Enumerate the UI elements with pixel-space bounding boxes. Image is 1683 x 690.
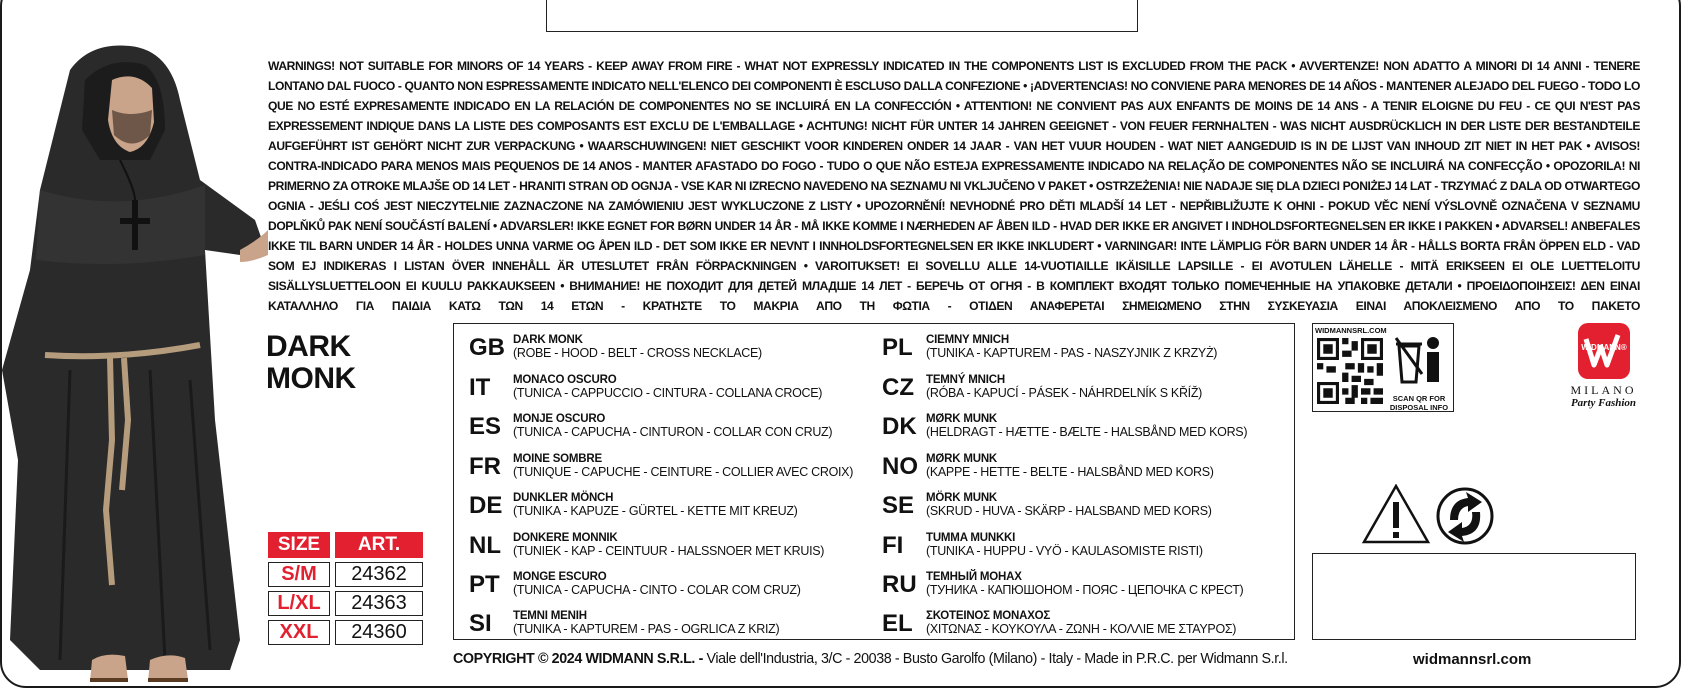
language-product-name: DONKERE MONNIK xyxy=(513,532,618,544)
language-components: (KAPPE - HETTE - BELTE - HALSBÅND MED KORS) xyxy=(926,465,1214,479)
size-value: L/XL xyxy=(268,591,330,616)
language-code: PL xyxy=(882,334,913,361)
language-code: SI xyxy=(469,610,492,637)
copyright-notice: COPYRIGHT © 2024 WIDMANN S.R.L. - xyxy=(453,651,703,667)
language-entry xyxy=(469,571,801,599)
language-list-box xyxy=(453,323,1295,640)
language-product-name: CIEMNY MNICH xyxy=(926,334,1010,346)
size-row xyxy=(268,591,423,616)
language-components: (ТУНИКА - КАПЮШОНОМ - ПОЯС - ЦЕПОЧКА С КРЕСТ) xyxy=(926,583,1244,597)
art-number: 24363 xyxy=(335,591,423,616)
language-code: IT xyxy=(469,374,491,401)
language-code: FR xyxy=(469,453,501,480)
language-product-name: MØRK MUNK xyxy=(926,413,998,425)
language-product-name: MONGE ESCURO xyxy=(513,571,607,583)
language-components: (TUNIQUE - CAPUCHE - CEINTURE - COLLIER AVEC CROIX) xyxy=(513,465,854,479)
language-product-name: TEMNÝ MNICH xyxy=(926,374,1005,386)
language-components: (TUNIEK - KAP - CEINTUUR - HALSSNOER MET KRUIS) xyxy=(513,544,825,558)
language-entry xyxy=(882,413,1247,441)
language-components: (RÓBA - KAPUCÍ - PÁSEK - NÁHRDELNÍK S KŘÍŽ) xyxy=(926,386,1203,400)
product-title xyxy=(266,331,356,395)
safety-warnings-text: WARNINGS! NOT SUITABLE FOR MINORS OF 14 YEARS - KEEP AWAY FROM FIRE - WHAT NOT EXPRESSLY INDICATED IN THE COMPONENTS LIST IS EXCLUDED FROM THE PACK • AVVERTENZE! NON ADATTO A MINORI DI 14 ANNI - TENERE LONTANO DAL FUOCO - QUANTO NON ESPRESSAMENTE INDICATO NELL'ELENCO DEI COMPONENTI È ESCLUSO DALLA CONFEZIONE • ¡ADVERTENCIAS! NO CONVIENE PARA MENORES DE 14 AÑOS - MANTENER ALEJADO DEL FUEGO - TODO LO QUE NO ESTÉ EXPRESAMENTE INDICADO EN LA RELACIÓN DE COMPONENTES NO SE INCLUIRÁ EN LA CONFECCIÓN • ATTENTION! NE CONVIENT PAS AUX ENFANTS DE MOINS DE 14 ANS - A TENIR ELOIGNE DU FEU - CE QUI N'EST PAS EXPRESSEMENT INDIQUE DANS LA LISTE DES COMPOSANTS EST EXCLU DE L'EMBALLAGE • ACHTUNG! NICHT FÜR UNTER 14 JAHREN GEEIGNET - VON FEUER FERNHALTEN - WAS NICHT AUSDRÜCKLICH IN DER LISTE DER BESTANDTEILE AUFGEFÜHRT IST GEHÖRT NICHT ZUR VERPACKUNG • WAARSCHUWINGEN! NIET GESCHIKT VOOR KINDEREN ONDER 14 JAAR - VAN HET VUUR HOUDEN - WAT NIET AANGEDUID IS IN DE LIJST VAN INHOUD ZIT NIET IN HET PAK • AVISOS! CONTRA-INDICADO PARA MENOS MAIS PEQUENOS DE 14 ANOS - MANTER AFASTADO DO FOGO - TUDO O QUE NÃO ESTEJA EXPRESSAMENTE INDICADO NA RELAÇÃO DE COMPONENTES NÃO SE INCLUIRÁ NA CONFECÇÃO • OPOZORILA! NI PRIMERNO ZA OTROKE MLAJŠE OD 14 LET - HRANITI STRAN OD OGNJA - VSE KAR NI IZRECNO NAVEDENO NA SEZNAMU NI VKLJUČENO V PAKET • OSTRZEŻENIA! NIE NADAJE SIĘ DLA DZIECI PONIŻEJ 14 LAT - TRZYMAĆ Z DALA OD OTWARTEGO OGNIA - JEŚLI COŚ JEST NIECZYTELNIE ZAZNACZONE NA ZAMÓWIENIU JEST WYKLUCZONE Z LISTY • UPOZORNĚNÍ! NEVHODNÉ PRO DĚTI MLADŠÍ 14 LET - NEPŘIBLIŽUJTE K OHNI - POKUD VĚC NENÍ VÝSLOVNĚ OZNAČENA V SEZNAMU DOPLŇKŮ PAK NENÍ SOUČÁSTÍ BALENÍ • ADVARSLER! IKKE EGNET FOR BØRN UNDER 14 ÅR - MÅ IKKE KOMME I NÆRHEDEN AF ÅBEN ILD - HVAD DER IKKE ER ANGIVET I INDHOLDSFORTEGNELSEN ER IKKE I PAKKEN • ADVARSEL! ANBEFALES IKKE TIL BARN UNDER 14 ÅR - HOLDES UNNA VARME OG ÅPEN ILD - DET SOM IKKE ER NEVNT I INNHOLDSFORTEGNELSEN ER IKKE INKLUDERT • VARNINGAR! INTE LÄMPLIG FÖR BARN UNDER 14 ÅR - HÅLLS BORTA FRÅN ÖPPEN ELD - VAD SOM EJ INDIKERAS I LISTAN ÖVER INNEHÅLL ÄR UTESLUTET FRÅN FÖRPACKNINGEN • VAROITUKSET! EI SOVELLU ALLE 14-VUOTIAILLE IKÄISILLE LAPSILLE - EI AVOTULEN LÄHELLE - MITÄ ERIKSEEN EI OLE LUETTELOITU SISÄLLYSLUETTELOON EI KUULU PAKKAUKSEEN • ВНИМАНИЕ! НЕ ПОХОДИТ ДЛЯ ДЕТЕЙ МЛАДШЕ 14 ЛЕТ - БЕРЕЧЬ ОТ ОГНЯ - В КОМПЛЕКТ ВХОДЯТ ТОЛЬКО ПОМЕЧЕННЫЕ НА УПАКОВКЕ ДЕТАЛИ • ΠΡΟΕΙΔΟΠΟΙΗΣΕΙΣ! ΔΕΝ ΕΙΝΑΙ ΚΑΤΑΛΛΗΛΟ ΓΙΑ ΠΑΙΔΙΑ ΚΑΤΩ ΤΩΝ 14 ΕΤΩΝ - ΚΡΑΤΗΣΤΕ ΤΟ ΜΑΚΡΙΑ ΑΠΟ ΤΗ ΦΩΤΙΑ - ΟΤΙΔΕΝ ΑΝΑΦΕΡΕΤΑΙ ΣΗΜΕΙΩΜΕΝΟ ΣΤΗΝ ΣΥΣΚΕΥΑΣΙΑ ΕΙΝΑΙ ΑΠΟΚΛΕΙΣΜΕΝΟ ΑΠΟ ΤΟ ΠΑΚΕΤΟ xyxy=(268,59,1640,313)
art-number: 24360 xyxy=(335,620,423,645)
art-header: ART. xyxy=(335,532,423,558)
language-components: (TUNICA - CAPUCHA - CINTO - COLAR COM CRUZ) xyxy=(513,583,801,597)
language-entry xyxy=(469,532,824,560)
language-components: (HELDRAGT - HÆTTE - BÆLTE - HALSBÅND MED KORS) xyxy=(926,425,1248,439)
size-table xyxy=(268,528,428,649)
language-components: (TUNIKA - KAPUZE - GÜRTEL - KETTE MIT KREUZ) xyxy=(513,504,798,518)
language-code: RU xyxy=(882,571,917,598)
language-product-name: MONACO OSCURO xyxy=(513,374,617,386)
language-components: (ROBE - HOOD - BELT - CROSS NECKLACE) xyxy=(513,346,762,360)
qr-tag-text: WIDMANNSRL.COM xyxy=(1315,326,1387,335)
language-code: DK xyxy=(882,413,917,440)
product-title-line-1: DARK xyxy=(266,330,351,363)
language-code: FI xyxy=(882,532,904,559)
size-row xyxy=(268,620,423,645)
language-code: EL xyxy=(882,610,913,637)
art-number: 24362 xyxy=(335,562,423,587)
blank-label-box xyxy=(1312,553,1636,640)
language-entry xyxy=(469,334,762,362)
language-product-name: MOINE SOMBRE xyxy=(513,453,602,465)
language-components: (TUNICA - CAPUCHA - CINTURON - COLLAR CON CRUZ) xyxy=(513,425,833,439)
scan-qr-caption: SCAN QR FOR DISPOSAL INFO xyxy=(1389,394,1449,412)
size-header: SIZE xyxy=(268,532,330,558)
size-value: S/M xyxy=(268,562,330,587)
size-row xyxy=(268,562,423,587)
language-entry xyxy=(882,492,1212,520)
language-entry xyxy=(469,610,779,638)
language-product-name: ΣΚΟΤΕΙΝΟΣ ΜΟΝΑΧΟΣ xyxy=(926,610,1051,622)
language-components: (TUNIKA - HUPPU - VYÖ - KAULASOMISTE RISTI) xyxy=(926,544,1203,558)
language-product-name: DUNKLER MÖNCH xyxy=(513,492,614,504)
language-product-name: MØRK MUNK xyxy=(926,453,998,465)
language-entry xyxy=(469,492,798,520)
brand-name: WIDMANN® xyxy=(1581,343,1627,352)
language-entry xyxy=(469,453,853,481)
language-components: (TUNICA - CAPPUCCIO - CINTURA - COLLANA CROCE) xyxy=(513,386,823,400)
language-product-name: TUMMA MUNKKI xyxy=(926,532,1016,544)
qr-disposal-box xyxy=(1312,323,1454,412)
language-entry xyxy=(882,334,1217,362)
website-link[interactable]: widmannsrl.com xyxy=(1413,651,1532,668)
language-components: (TUNIKA - KAPTUREM - PAS - OGRLICA Z KRIZ) xyxy=(513,622,780,636)
widmann-logo xyxy=(1556,321,1651,411)
language-entry xyxy=(882,374,1202,402)
language-code: DE xyxy=(469,492,503,519)
language-product-name: ТЕМНЫЙ МОНАХ xyxy=(926,571,1022,583)
warning-triangle-icon xyxy=(1364,486,1428,542)
language-components: (SKRUD - HUVA - SKÄRP - HALSBAND MED KORS) xyxy=(926,504,1212,518)
language-entry xyxy=(882,610,1236,638)
top-empty-box xyxy=(546,0,1138,32)
language-code: ES xyxy=(469,413,502,440)
language-code: SE xyxy=(882,492,915,519)
compliance-symbols xyxy=(1360,484,1494,546)
language-code: CZ xyxy=(882,374,914,401)
language-code: NO xyxy=(882,453,918,480)
language-entry xyxy=(882,571,1243,599)
size-value: XXL xyxy=(268,620,330,645)
language-code: GB xyxy=(469,334,505,361)
company-address: Viale dell'Industria, 3/C - 20038 - Busto Garolfo (Milano) - Italy - Made in P.R.C. per Widmann S.r.l. xyxy=(702,651,1288,667)
language-entry xyxy=(882,453,1214,481)
green-dot-recycle-icon xyxy=(1438,489,1492,543)
copyright-footer xyxy=(453,651,1288,667)
brand-city: MILANO xyxy=(1570,383,1637,397)
brand-tagline: Party Fashion xyxy=(1570,397,1637,409)
language-entry xyxy=(882,532,1203,560)
language-product-name: DARK MONK xyxy=(513,334,583,346)
recycle-bin-info-icon xyxy=(1393,332,1447,390)
language-product-name: MÖRK MUNK xyxy=(926,492,998,504)
language-components: (ΧΙΤΩΝΑΣ - ΚΟΥΚΟΥΛΑ - ΖΩΝΗ - ΚΟΛΛΙΕ ΜΕ ΣΤΑΥΡΟΣ) xyxy=(926,622,1237,636)
product-title-line-2: MONK xyxy=(266,362,356,395)
qr-code-icon[interactable] xyxy=(1317,338,1383,404)
monk-costume-illustration xyxy=(0,40,268,690)
language-entry xyxy=(469,374,822,402)
language-product-name: TEMNI MENIH xyxy=(513,610,587,622)
language-components: (TUNIKA - KAPTUREM - PAS - NASZYJNIK Z KRZYŻ) xyxy=(926,346,1218,360)
language-code: PT xyxy=(469,571,500,598)
language-product-name: MONJE OSCURO xyxy=(513,413,606,425)
language-entry xyxy=(469,413,832,441)
language-code: NL xyxy=(469,532,501,559)
